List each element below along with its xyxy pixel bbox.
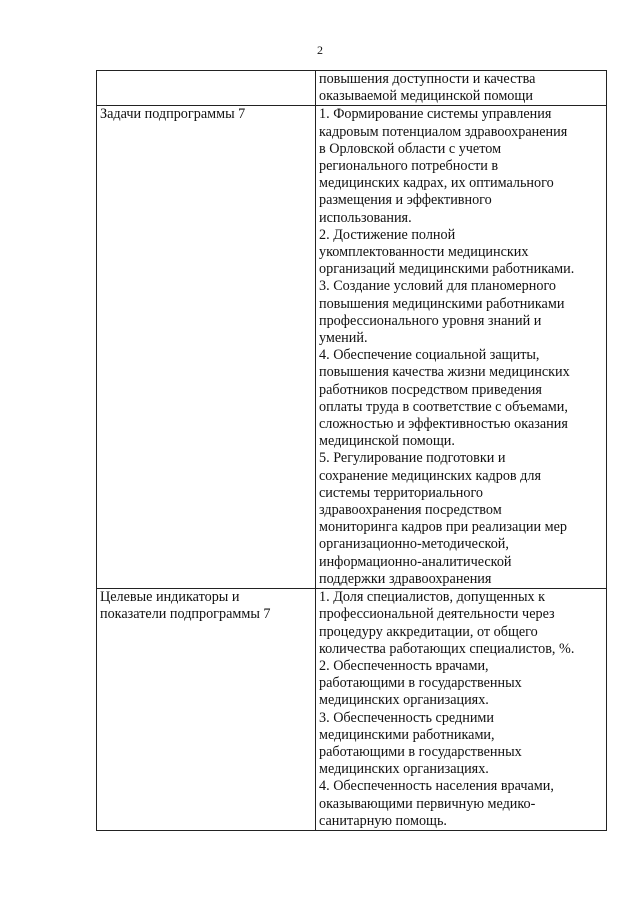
row-content-line: организационно-методической, xyxy=(319,536,509,553)
row-content-line: здравоохранения посредством xyxy=(319,502,502,519)
row-label-cell xyxy=(97,589,316,831)
row-content-line: информационно-аналитической xyxy=(319,553,512,570)
row-label-line: показатели подпрограммы 7 xyxy=(100,606,271,623)
row-content-line: в Орловской области с учетом xyxy=(319,140,502,157)
row-content-line: сложностью и эффективностью оказания xyxy=(319,416,568,433)
table-row xyxy=(97,106,607,589)
row-content-cell xyxy=(316,106,607,589)
row-content-line: медицинских организациях. xyxy=(319,761,489,778)
row-content-line: профессионального уровня знаний и xyxy=(319,312,542,329)
table-row xyxy=(97,71,607,106)
row-content-line: повышения доступности и качества xyxy=(319,71,536,87)
row-content-line: 1. Доля специалистов, допущенных к xyxy=(319,589,546,606)
row-content-line: кадровым потенциалом здравоохранения xyxy=(319,123,568,140)
row-content-line: системы территориального xyxy=(319,484,484,501)
row-content-line: повышения медицинскими работниками xyxy=(319,295,565,312)
row-content-line: 2. Обеспеченность врачами, xyxy=(319,657,489,674)
row-content-line: 2. Достижение полной xyxy=(319,226,456,243)
row-label-line: Задачи подпрограммы 7 xyxy=(100,106,246,123)
row-content-line: использования. xyxy=(319,209,412,226)
page-number: 2 xyxy=(317,43,323,57)
row-content-line: 1. Формирование системы управления xyxy=(319,106,552,123)
row-content-line: мониторинга кадров при реализации мер xyxy=(319,519,568,536)
row-content-line: работников посредством приведения xyxy=(319,381,542,398)
row-label-cell xyxy=(97,71,316,106)
row-content-line: 3. Создание условий для планомерного xyxy=(319,278,557,295)
row-content-line: 4. Обеспеченность населения врачами, xyxy=(319,778,554,795)
row-content-line: размещения и эффективного xyxy=(319,192,492,209)
row-content-line: работающими в государственных xyxy=(319,743,522,760)
row-label-cell xyxy=(97,106,316,589)
row-content-cell xyxy=(316,589,607,831)
row-content-line: профессиональной деятельности через xyxy=(319,606,555,623)
row-content-line: работающими в государственных xyxy=(319,675,522,692)
row-content-line: санитарную помощь. xyxy=(319,812,447,829)
row-content-line: 4. Обеспечение социальной защиты, xyxy=(319,347,540,364)
row-label-line: Целевые индикаторы и xyxy=(100,589,240,606)
row-content-line: повышения качества жизни медицинских xyxy=(319,364,570,381)
row-content-line: регионального потребности в xyxy=(319,158,499,175)
row-content-line: количества работающих специалистов, %. xyxy=(319,640,575,657)
row-content-line: оказываемой медицинской помощи xyxy=(319,88,533,105)
row-content-line: умений. xyxy=(319,330,368,347)
document-table xyxy=(96,70,607,831)
row-content-line: медицинских кадрах, их оптимального xyxy=(319,175,554,192)
row-content-line: оказывающими первичную медико- xyxy=(319,795,536,812)
row-content-line: медицинскими работниками, xyxy=(319,726,495,743)
row-content-line: укомплектованности медицинских xyxy=(319,244,529,261)
row-content-line: сохранение медицинских кадров для xyxy=(319,467,541,484)
table-body xyxy=(97,71,607,831)
row-content-line: оплаты труда в соответствие с объемами, xyxy=(319,398,568,415)
row-content-line: медицинской помощи. xyxy=(319,433,455,450)
row-content-line: 3. Обеспеченность средними xyxy=(319,709,495,726)
row-content-line: медицинских организациях. xyxy=(319,692,489,709)
row-content-line: организаций медицинскими работниками. xyxy=(319,261,575,278)
row-content-line: поддержки здравоохранения xyxy=(319,570,492,587)
row-content-line: 5. Регулирование подготовки и xyxy=(319,450,506,467)
table-row xyxy=(97,589,607,831)
row-content-line: процедуру аккредитации, от общего xyxy=(319,623,538,640)
row-content-cell xyxy=(316,71,607,106)
